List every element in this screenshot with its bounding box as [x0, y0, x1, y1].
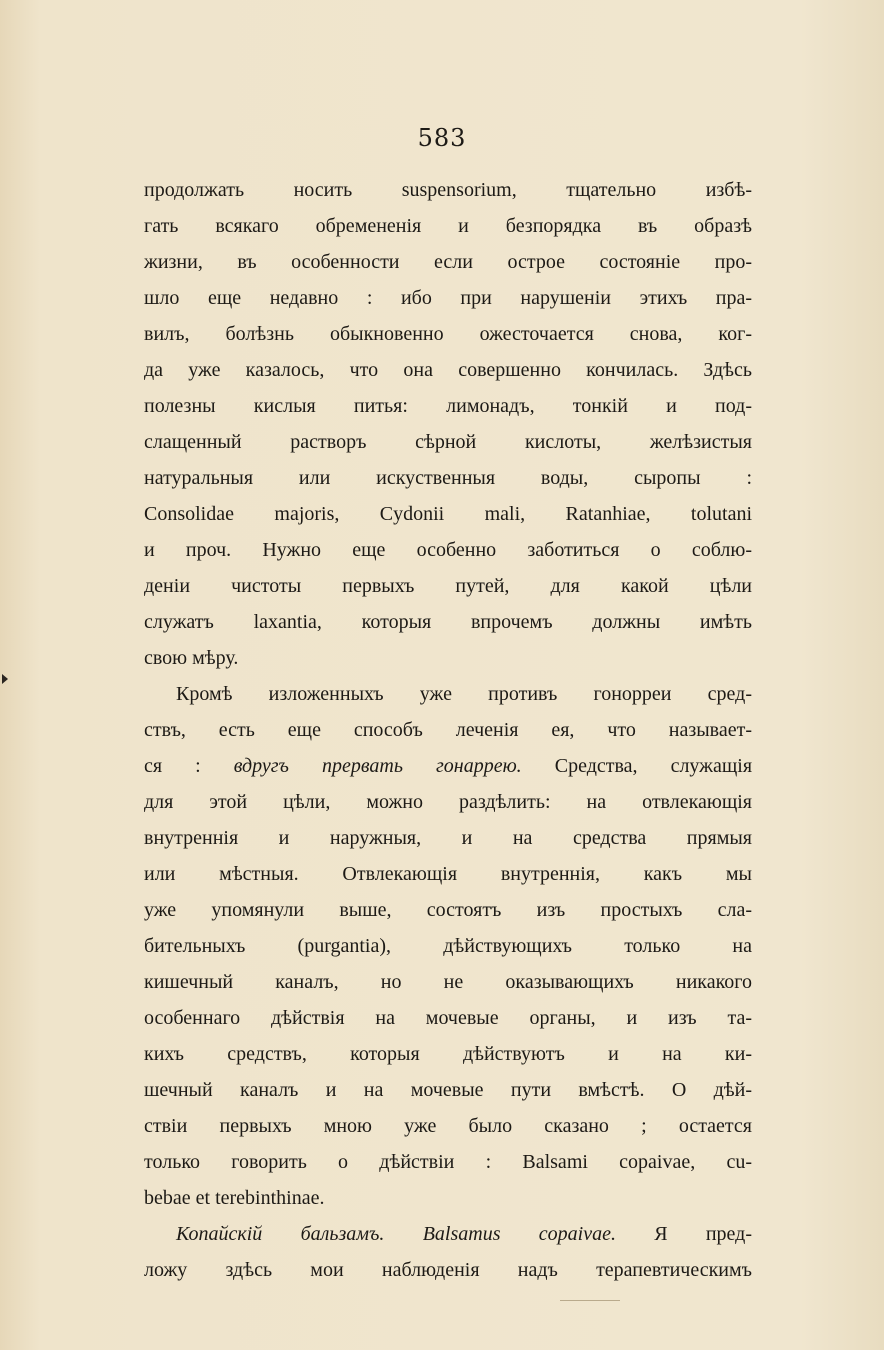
text-line: для этой цѣли, можно раздѣлить: на отвлекающія	[144, 791, 752, 813]
text-line: деніи чистоты первыхъ путей, для какой цѣли	[144, 575, 752, 597]
text-line: ложу здѣсь мои наблюденія надъ терапевтическимъ	[144, 1259, 752, 1281]
paragraph-1	[144, 172, 752, 676]
text-line: шечный каналъ и на мочевые пути вмѣстѣ. О дѣй-	[144, 1079, 752, 1101]
text-run: ся :	[144, 755, 201, 777]
body-text	[144, 172, 752, 1288]
paragraph-2	[144, 676, 752, 1216]
text-line: особеннаго дѣйствія на мочевые органы, и изъ та-	[144, 1007, 752, 1029]
text-line: только говорить о дѣйствіи : Balsami copaivae, cu-	[144, 1151, 752, 1173]
text-line: жизни, въ особенности если острое состояніе про-	[144, 251, 752, 273]
text-run: Средства, служащія	[554, 755, 753, 777]
page-number: 583	[417, 124, 467, 152]
text-line: ствіи первыхъ мною уже было сказано ; остается	[144, 1115, 752, 1137]
margin-mark	[2, 674, 8, 684]
text-line-mixed	[144, 748, 752, 784]
italic-heading: Копайскій бальзамъ. Balsamus copaivae.	[176, 1223, 616, 1245]
text-line: Кромѣ изложенныхъ уже противъ гонорреи сред-	[176, 683, 752, 705]
text-line: кишечный каналъ, но не оказывающихъ никакого	[144, 971, 752, 993]
text-line: и проч. Нужно еще особенно заботиться о соблю-	[144, 539, 752, 561]
faint-rule	[560, 1300, 620, 1301]
text-line: кихъ средствъ, которыя дѣйствуютъ и на ки-	[144, 1043, 752, 1065]
text-line: гать всякаго обремененія и безпорядка въ образѣ	[144, 215, 752, 237]
text-run: Я пред-	[654, 1223, 753, 1245]
text-line: вилъ, болѣзнь обыкновенно ожесточается снова, ког-	[144, 323, 752, 345]
text-line: полезны кислыя питья: лимонадъ, тонкій и под-	[144, 395, 752, 417]
text-line: bebae et terebinthinae.	[144, 1187, 325, 1209]
text-line: уже упомянули выше, состоятъ изъ простыхъ сла-	[144, 899, 752, 921]
text-line: шло еще недавно : ибо при нарушеніи этихъ пра-	[144, 287, 752, 309]
text-line: натуральныя или искуственныя воды, сыропы :	[144, 467, 752, 489]
text-line: свою мѣру.	[144, 647, 239, 669]
text-line: или мѣстныя. Отвлекающія внутреннія, какъ мы	[144, 863, 752, 885]
text-line-mixed	[144, 1216, 752, 1252]
text-line: Consolidae majoris, Cydonii mali, Ratanhiae, tolutani	[144, 503, 752, 525]
text-line: служатъ laxantia, которыя впрочемъ должны имѣть	[144, 611, 752, 633]
text-line: ствъ, есть еще способъ леченія ея, что называет-	[144, 719, 752, 741]
text-line: внутреннія и наружныя, и на средства прямыя	[144, 827, 752, 849]
text-line: да уже казалось, что она совершенно кончилась. Здѣсь	[144, 359, 752, 381]
paragraph-3	[144, 1216, 752, 1288]
text-line: слащенный растворъ сѣрной кислоты, желѣзистыя	[144, 431, 752, 453]
text-line: продолжать носить suspensorium, тщательно избѣ-	[144, 179, 752, 201]
italic-phrase: вдругъ прервать гонаррею.	[233, 755, 522, 777]
text-line: бительныхъ (purgantia), дѣйствующихъ только на	[144, 935, 752, 957]
